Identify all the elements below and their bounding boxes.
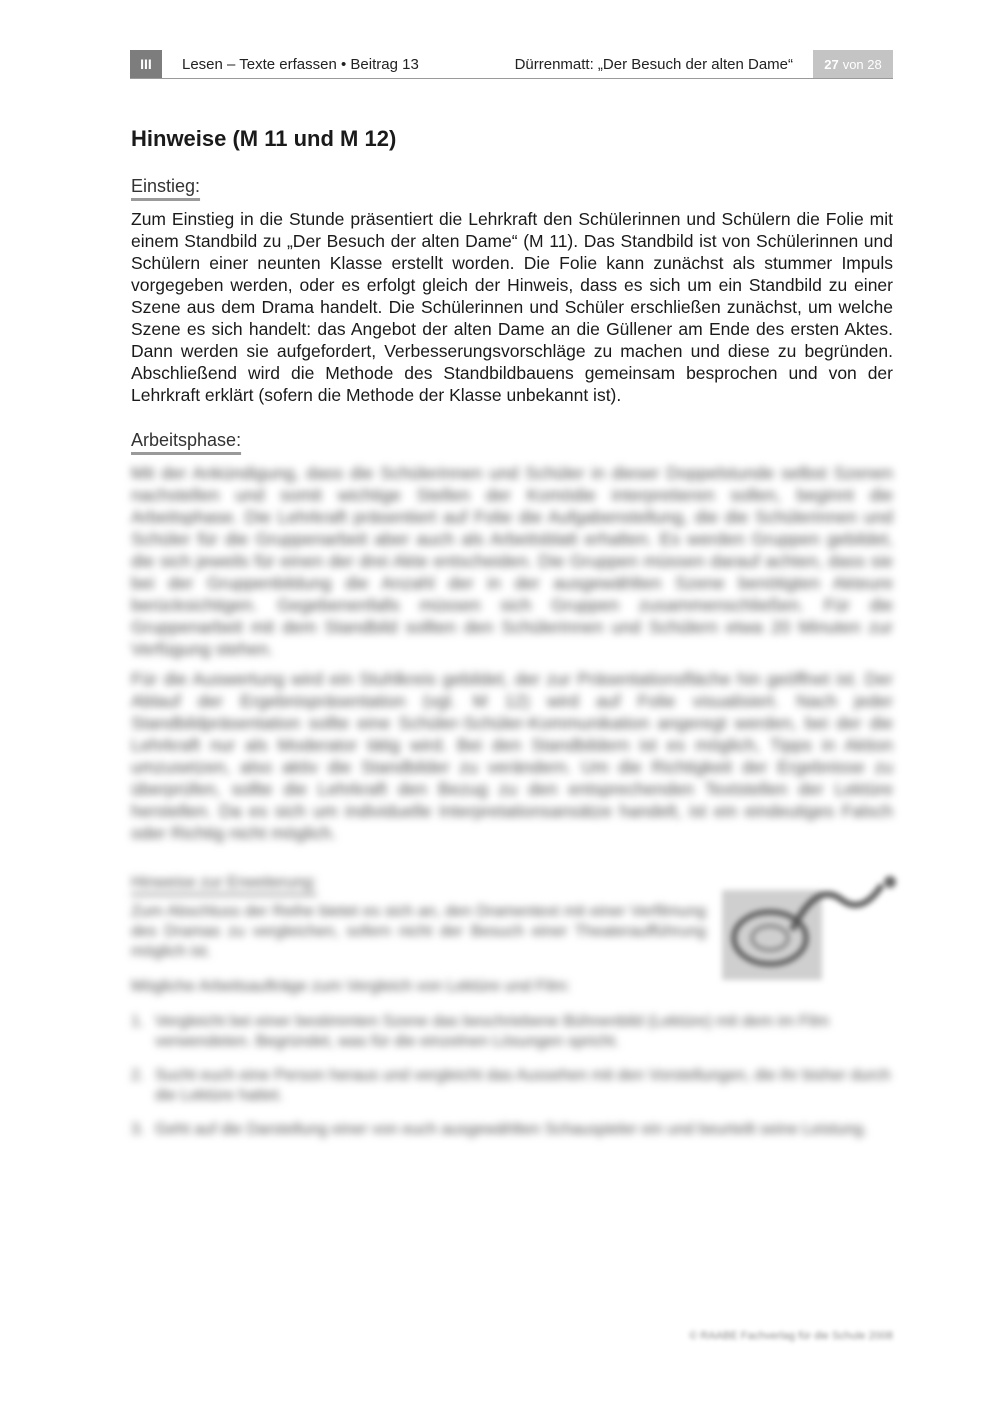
erweiterung-text: Zum Abschluss der Reihe bietet es sich an, den Dramentext mit einer Verfilmung des Dramas zu vergleichen, sofern nicht der Besuch einer Theateraufführung möglich ist. [131,903,706,960]
page-title: Hinweise (M 11 und M 12) [131,126,397,151]
page-current: 27 [824,56,839,72]
header-section-title: Lesen – Texte erfassen • Beitrag 13 [182,56,419,73]
copyright-footer: © RAABE Fachverlag für die Schule 2008 [689,1330,893,1342]
list-item: 3. Geht auf die Darstellung einer von euch ausgewählten Schauspieler ein und beurteilt seine Leistung. [131,1121,868,1138]
einstieg-text: Zum Einstieg in die Stunde präsentiert die Lehrkraft den Schülerinnen und Schülern die Folie mit einem Standbild zu „Der Besuch der alten Dame“ (M 11). Das Standbild ist von Schülerinnen und Schülern einer neunten Klasse erstellt worden. Die Folie kann zunächst als stummer Impuls vorgegeben werden, oder es erfolgt gleich der Hinweis, dass es sich um ein Standbild zu einer Szene aus dem Drama handelt. Die Schülerinnen und Schüler erschließen zunächst, um welche Szene es sich handelt: das Angebot der alten Dame an die Güllener am Ende des ersten Aktes. Dann werden sie aufgefordert, Verbesserungsvorschläge zu machen und diese zu begründen. Abschließend wird die Methode des Standbildbauens gemeinsam besprochen und von der Lehrkraft erklärt (sofern die Methode der Klasse unbekannt ist). [131,209,893,405]
page-total: von 28 [842,56,882,72]
header-divider [130,78,893,79]
erweiterung-heading: Hinweise zur Erweiterung: [131,874,317,891]
einstieg-heading: Einstieg: [131,176,201,196]
arbeitsphase-text-2: Für die Auswertung wird ein Stuhlkreis gebildet, der zur Präsentationsfläche hin geöffnet ist. Der Ablauf der Ergebnispräsentation (vgl. M 12) wird auf Folie visualisiert. Nach jeder Standbildpräsentation sollte eine Schüler-Schüler-Kommunikation angeregt werden, bei der die Lehrkraft nur als Moderator tätig wird. Bei den Standbildern ist es möglich, Tipps in Aktion umzusetzen, also aktiv die Standbilder zu verändern. Um die Richtigkeit der Ergebnisse zu überprüfen, sollte die Lehrkraft den Bezug zu den entsprechenden Textstellen der Lektüre herstellen. Da es sich um individuelle Interpretationsansätze handelt, ist ein eindeutiges Falsch oder Richtig nicht möglich. [131,669,893,843]
page-number-badge [813,50,893,78]
erweiterung-list [131,1012,893,1140]
page-header [130,50,893,78]
arbeitsphase-heading: Arbeitsphase: [131,430,242,450]
film-reel-icon [722,870,902,980]
erweiterung-intro: Mögliche Arbeitsaufträge zum Vergleich von Lektüre und Film: [131,978,571,995]
section-number-badge: III [130,50,162,78]
list-item: 2. Sucht euch eine Person heraus und vergleicht das Aussehen mit den Vorstellungen, die ihr bisher durch die Lektüre hattet. [131,1067,891,1104]
list-item: 1. Vergleicht bei einer bestimmten Szene das beschriebene Bühnenbild (Lektüre) mit dem im Film verwendeten. Begründet, was für die einzelnen Lösungen spricht. [131,1013,830,1050]
arbeitsphase-text-1: Mit der Ankündigung, dass die Schülerinnen und Schüler in dieser Doppelstunde selbst Szenen nachstellen und somit wichtige Stellen der Komödie interpretieren sollen, beginnt die Arbeitsphase. Die Lehrkraft präsentiert auf Folie die Aufgabenstellung, die die Schülerinnen und Schüler für die Gruppenarbeit aber auch als Arbeitsblatt erhalten. Es werden Gruppen gebildet, die sich jeweils für einen der drei Akte entscheiden. Die Gruppen müssen darauf achten, dass sie bei der Gruppenbildung die Anzahl der in der ausgewählten Szene benötigten Akteure berücksichtigen. Gegebenenfalls müssen sich Gruppen zusammenschließen. Für die Gruppenarbeit mit dem Standbild sollten den Schülerinnen und Schülern etwa 20 Minuten zur Verfügung stehen. [131,463,893,659]
header-work-title: Dürrenmatt: „Der Besuch der alten Dame“ [514,56,793,73]
